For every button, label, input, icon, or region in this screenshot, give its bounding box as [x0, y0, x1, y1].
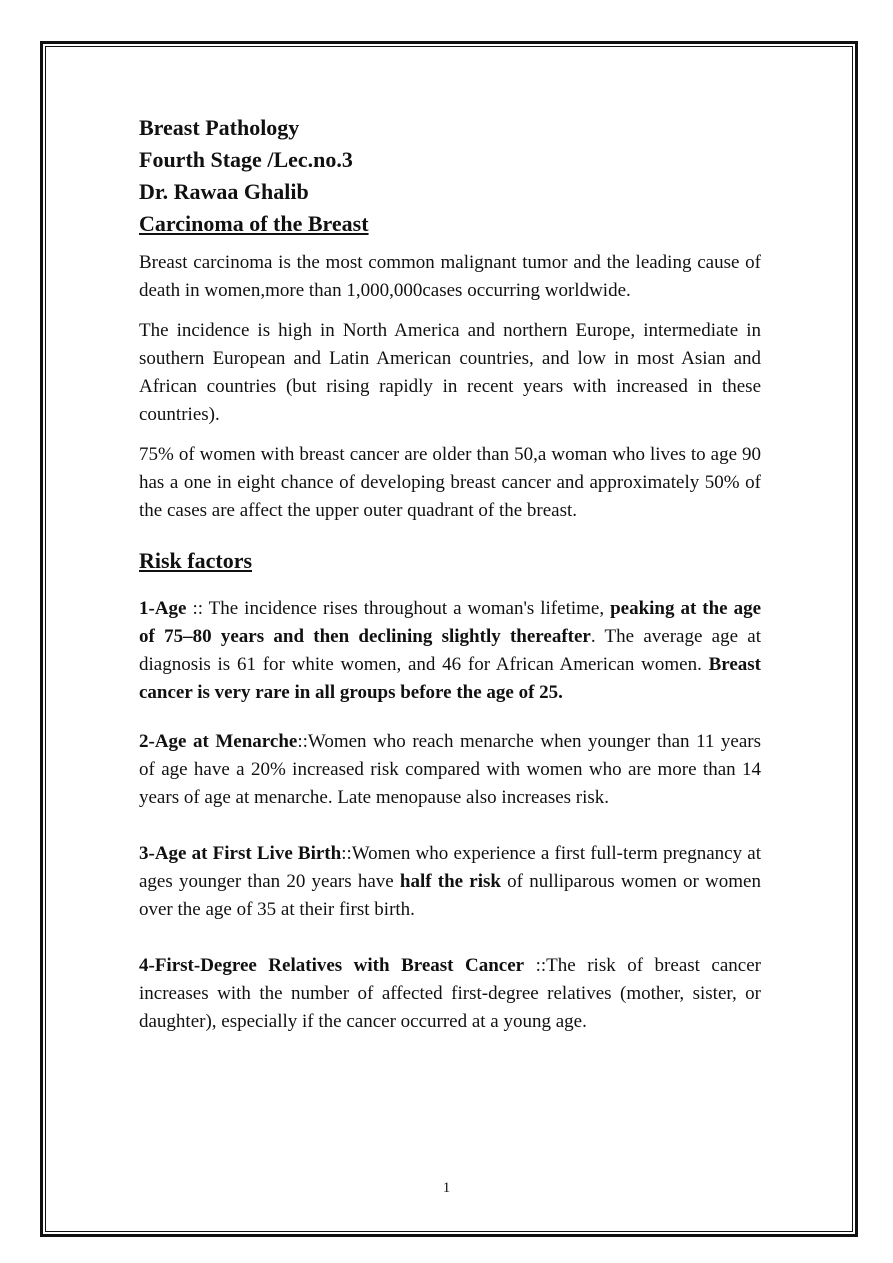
risk-factor-first-birth-text-1: ::Women who experience a first full-term pregnancy at ages younger than 20 years have	[139, 843, 761, 892]
topic-heading: Carcinoma of the Breast	[139, 211, 369, 236]
intro-paragraph-3: 75% of women with breast cancer are older than 50,a woman who lives to age 90 has a one in eight chance of developing breast cancer and approximately 50% of the cases are affect the upper outer quadrant of the breast.	[139, 444, 761, 521]
risk-factor-menarche-label: 2-Age at Menarche	[139, 731, 298, 752]
risk-factor-relatives-text: ::The risk of breast cancer increases with the number of affected first-degree relatives (mother, sister, or daughter), especially if the cancer occurred at a young age.	[139, 955, 761, 1032]
risk-factor-age-text-1: :: The incidence rises throughout a woman's lifetime,	[186, 598, 611, 619]
risk-factor-menarche-text: ::Women who reach menarche when younger than 11 years of age have a 20% increased risk compared with women who are more than 14 years of age at menarche. Late menopause also increases risk.	[139, 731, 761, 808]
risk-factor-age-bold-1: peaking at the age of 75–80 years and then declining slightly thereafter	[139, 598, 761, 647]
risk-factor-age	[139, 595, 761, 707]
risk-factor-first-birth-label: 3-Age at First Live Birth	[139, 843, 342, 864]
risk-factor-age-bold-2: Breast cancer is very rare in all groups before the age of 25.	[139, 654, 761, 703]
risk-factor-first-birth-text-2: of nulliparous women or women over the age of 35 at their first birth.	[139, 871, 761, 920]
risk-factor-first-birth	[139, 840, 761, 924]
risk-factors-heading: Risk factors	[139, 548, 253, 573]
lecturer-name: Dr. Rawaa Ghalib	[139, 179, 309, 204]
course-title: Breast Pathology	[139, 115, 300, 140]
intro-paragraph-2: The incidence is high in North America and northern Europe, intermediate in southern European and Latin American countries, and low in most Asian and African countries (but rising rapidly in recent years with increased in these countries).	[139, 320, 761, 425]
risk-factor-age-text-2: . The average age at diagnosis is 61 for white women, and 46 for African American women.	[139, 626, 761, 675]
risk-factor-menarche	[139, 728, 761, 812]
risk-factor-first-birth-bold: half the risk	[399, 871, 501, 892]
risk-factor-relatives	[139, 952, 761, 1036]
stage-lecture: Fourth Stage /Lec.no.3	[139, 147, 353, 172]
risk-factor-age-label: 1-Age	[139, 598, 187, 619]
risk-factor-relatives-label: 4-First-Degree Relatives with Breast Cancer	[139, 955, 525, 976]
document-body	[139, 112, 761, 1036]
page-number: 1	[442, 1180, 451, 1196]
intro-paragraph-1: Breast carcinoma is the most common malignant tumor and the leading cause of death in women,more than 1,000,000cases occurring worldwide.	[139, 252, 761, 301]
